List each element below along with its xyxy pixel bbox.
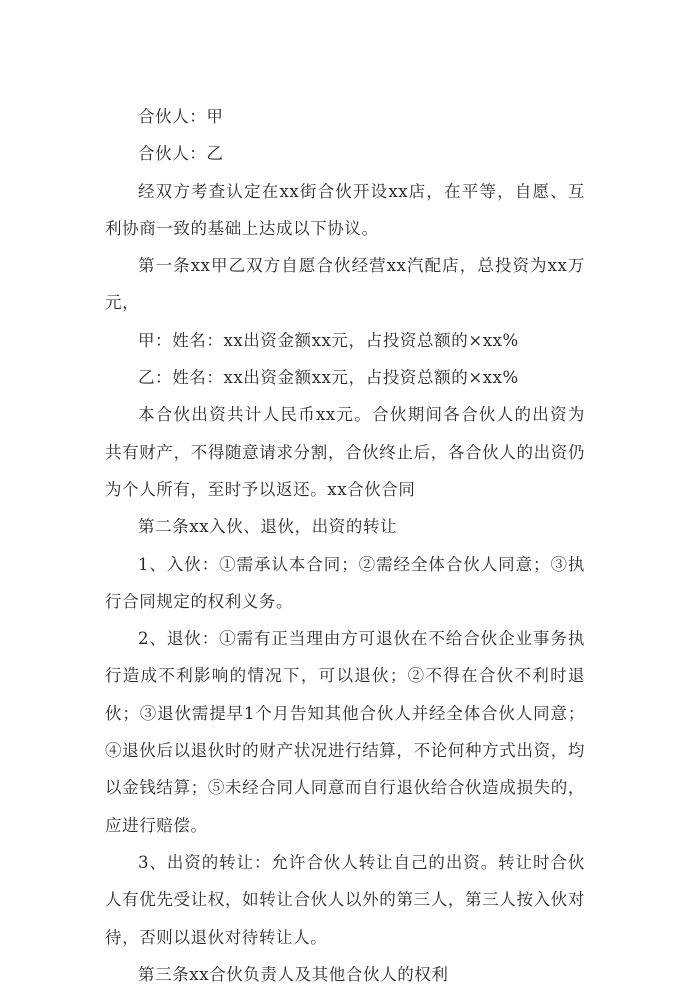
partner-a-line: 合伙人：甲 [138, 107, 224, 126]
preamble-paragraph: 经双方考查认定在xx街合伙开设xx店，在平等，自愿、互利协商一致的基础上达成以下协议。 [105, 181, 585, 238]
partner-a-investment: 甲：姓名：xx出资金额xx元，占投资总额的×xx% [138, 330, 519, 350]
article-3-heading: 第三条xx合伙负责人及其他合伙人的权利 [138, 964, 449, 984]
withdrawal-clause: 2、退伙：①需有正当理由方可退伙在不给合伙企业事务执行造成不利影响的情况下，可以退伙；②不得在合伙不利时退伙；③退伙需提早1个月告知其他合伙人并经全体合伙人同意；④退伙后以退伙时的财产状况进行结算，不论何种方式出资，均以金钱结算；⑤未经合同人同意而自行退伙给合伙造成损失的，应进行赔偿。 [105, 629, 585, 835]
joining-clause: 1、入伙：①需承认本合同；②需经全体合伙人同意；③执行合同规定的权利义务。 [105, 554, 585, 611]
partner-b-line: 合伙人：乙 [138, 144, 224, 164]
partner-b-investment: 乙：姓名：xx出资金额xx元，占投资总额的×xx% [138, 368, 519, 388]
total-capital-paragraph: 本合伙出资共计人民币xx元。合伙期间各合伙人的出资为共有财产，不得随意请求分割，合伙终止后，各合伙人的出资仍为个人所有，至时予以返还。xx合伙合同 [105, 405, 585, 499]
article-2-heading: 第二条xx入伙、退伙，出资的转让 [138, 517, 398, 537]
capital-transfer-clause: 3、出资的转让：允许合伙人转让自己的出资。转让时合伙人有优先受让权，如转让合伙人以外的第三人，第三人按入伙对待，否则以退伙对待转让人。 [105, 852, 585, 947]
article-1-heading: 第一条xx甲乙双方自愿合伙经营xx汽配店，总投资为xx万元， [105, 256, 585, 313]
document-page [105, 98, 585, 993]
